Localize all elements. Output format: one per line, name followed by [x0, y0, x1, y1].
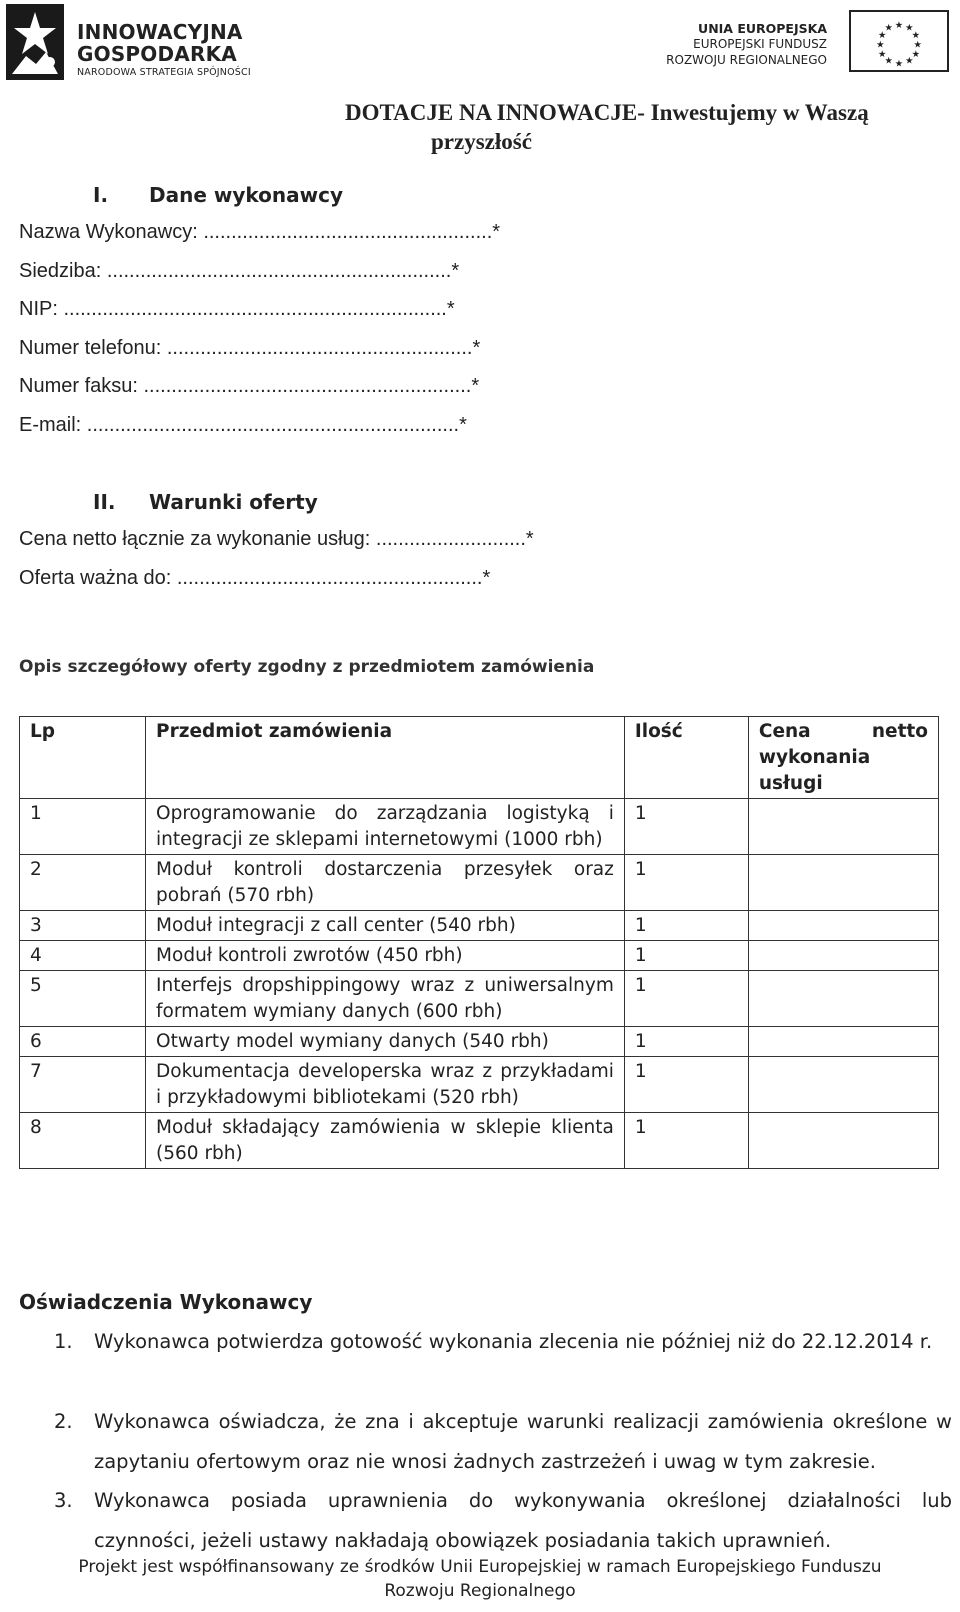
declaration-number: 1. — [54, 1330, 73, 1353]
cell-price[interactable] — [748, 941, 938, 971]
cell-qty: 1 — [624, 941, 748, 971]
innovation-star-figure-icon — [6, 4, 64, 80]
declaration-item — [54, 1402, 952, 1482]
cell-price[interactable] — [748, 855, 938, 911]
svg-text:★: ★ — [876, 39, 885, 51]
cell-qty: 1 — [624, 855, 748, 911]
header-price-word-1: Cena — [758, 721, 811, 742]
declaration-number: 2. — [54, 1410, 73, 1433]
cell-qty: 1 — [624, 911, 748, 941]
title-line-1: DOTACJE NA INNOWACJE- Inwestujemy w Waszą — [345, 100, 869, 125]
header-lp: Lp — [20, 717, 146, 799]
eu-fund-logo — [655, 8, 949, 74]
section-2-heading — [93, 490, 318, 514]
declaration-item — [54, 1322, 952, 1362]
cell-item: Moduł kontroli zwrotów (450 rbh) — [146, 941, 625, 971]
table-row — [20, 855, 939, 911]
cell-price[interactable] — [748, 971, 938, 1027]
footer-line-1: Projekt jest współfinansowany ze środków Unii Europejskiej w ramach Europejskiego Funduszu — [78, 1557, 882, 1577]
svg-text:★: ★ — [894, 58, 904, 70]
header-qty: Ilość — [624, 717, 748, 799]
innowacyjna-gospodarka-logo — [4, 2, 254, 82]
logo-line-2: GOSPODARKA — [77, 42, 237, 66]
eu-logo-line-1: UNIA EUROPEJSKA — [698, 21, 827, 36]
title-line-2: przyszłość — [431, 129, 532, 154]
cell-lp: 3 — [20, 911, 146, 941]
field-contractor-name: Nazwa Wykonawcy: ....................................................* — [19, 221, 501, 243]
declarations-heading: Oświadczenia Wykonawcy — [19, 1290, 313, 1314]
svg-text:★: ★ — [894, 19, 904, 31]
cell-item: Otwarty model wymiany danych (540 rbh) — [146, 1027, 625, 1057]
section-1-number: I. — [93, 183, 109, 207]
table-row — [20, 799, 939, 855]
section-1-title: Dane wykonawcy — [149, 183, 343, 207]
svg-text:★: ★ — [913, 39, 922, 51]
field-valid-until: Oferta ważna do: .......................................................* — [19, 567, 491, 589]
cell-price[interactable] — [748, 1113, 938, 1169]
svg-text:★: ★ — [884, 22, 893, 34]
cell-price[interactable] — [748, 1027, 938, 1057]
cell-item: Moduł integracji z call center (540 rbh) — [146, 911, 625, 941]
cell-item: Oprogramowanie do zarządzania logistyką i integracji ze sklepami internetowymi (1000 rbh) — [146, 799, 625, 855]
svg-text:★: ★ — [884, 55, 893, 67]
section-2-title: Warunki oferty — [149, 490, 318, 514]
cell-lp: 8 — [20, 1113, 146, 1169]
cell-qty: 1 — [624, 1113, 748, 1169]
table-row — [20, 1057, 939, 1113]
header-item: Przedmiot zamówienia — [146, 717, 625, 799]
svg-text:★: ★ — [877, 48, 887, 60]
table-row — [20, 971, 939, 1027]
cell-qty: 1 — [624, 1027, 748, 1057]
header-price-rest: wykonania usługi — [758, 747, 871, 794]
cell-lp: 7 — [20, 1057, 146, 1113]
table-row — [20, 941, 939, 971]
offer-table — [19, 716, 939, 1169]
cell-lp: 6 — [20, 1027, 146, 1057]
cell-qty: 1 — [624, 1057, 748, 1113]
svg-text:★: ★ — [905, 55, 914, 67]
cell-item: Interfejs dropshippingowy wraz z uniwersalnym formatem wymiany danych (600 rbh) — [146, 971, 625, 1027]
field-net-price: Cena netto łącznie za wykonanie usług: ...........................* — [19, 528, 534, 550]
details-heading: Opis szczegółowy oferty zgodny z przedmiotem zamówienia — [19, 657, 595, 677]
cell-item: Moduł składający zamówienia w sklepie klienta (560 rbh) — [146, 1113, 625, 1169]
cell-item: Moduł kontroli dostarczenia przesyłek oraz pobrań (570 rbh) — [146, 855, 625, 911]
field-phone: Numer telefonu: .......................................................* — [19, 337, 481, 359]
svg-text:★: ★ — [877, 30, 887, 42]
field-email: E-mail: ...................................................................* — [19, 414, 467, 436]
table-row — [20, 1027, 939, 1057]
footer — [0, 1555, 960, 1603]
cell-lp: 5 — [20, 971, 146, 1027]
footer-line-2: Rozwoju Regionalnego — [384, 1581, 576, 1601]
svg-text:★: ★ — [905, 22, 914, 34]
eu-logo-line-3: ROZWOJU REGIONALNEGO — [666, 53, 827, 67]
logo-line-1: INNOWACYJNA — [77, 20, 243, 44]
eu-flag-icon — [849, 10, 949, 72]
cell-price[interactable] — [748, 1057, 938, 1113]
declaration-text: Wykonawca potwierdza gotowość wykonania zlecenia nie później niż do 22.12.2014 r. — [94, 1330, 933, 1353]
declaration-item — [54, 1481, 952, 1561]
eu-logo-line-2: EUROPEJSKI FUNDUSZ — [693, 37, 827, 51]
cell-price[interactable] — [748, 799, 938, 855]
field-nip: NIP: .....................................................................* — [19, 298, 455, 320]
svg-text:★: ★ — [911, 30, 921, 42]
cell-lp: 1 — [20, 799, 146, 855]
cell-lp: 4 — [20, 941, 146, 971]
section-1-heading — [93, 183, 343, 207]
table-row — [20, 1113, 939, 1169]
field-fax: Numer faksu: ...........................................................* — [19, 375, 480, 397]
field-headquarters: Siedziba: ..............................................................* — [19, 260, 460, 282]
header-price-word-2: netto — [871, 721, 928, 742]
cell-price[interactable] — [748, 911, 938, 941]
cell-qty: 1 — [624, 971, 748, 1027]
table-row — [20, 911, 939, 941]
table-header-row — [20, 717, 939, 799]
svg-text:★: ★ — [911, 48, 921, 60]
declaration-text: Wykonawca posiada uprawnienia do wykonywania określonej działalności lub czynności, jeżeli ustawy nakładają obowiązek posiadania takich uprawnień. — [94, 1489, 952, 1552]
section-2-number: II. — [93, 490, 116, 514]
document-title — [345, 98, 925, 156]
logo-line-3: NARODOWA STRATEGIA SPÓJNOŚCI — [77, 67, 251, 78]
cell-item: Dokumentacja developerska wraz z przykładami i przykładowymi bibliotekami (520 rbh) — [146, 1057, 625, 1113]
cell-qty: 1 — [624, 799, 748, 855]
declaration-number: 3. — [54, 1489, 73, 1512]
cell-lp: 2 — [20, 855, 146, 911]
header-price — [748, 717, 938, 799]
declaration-text: Wykonawca oświadcza, że zna i akceptuje warunki realizacji zamówienia określone w zapytaniu ofertowym oraz nie wnosi żadnych zastrzeżeń i uwag w tym zakresie. — [94, 1410, 952, 1473]
